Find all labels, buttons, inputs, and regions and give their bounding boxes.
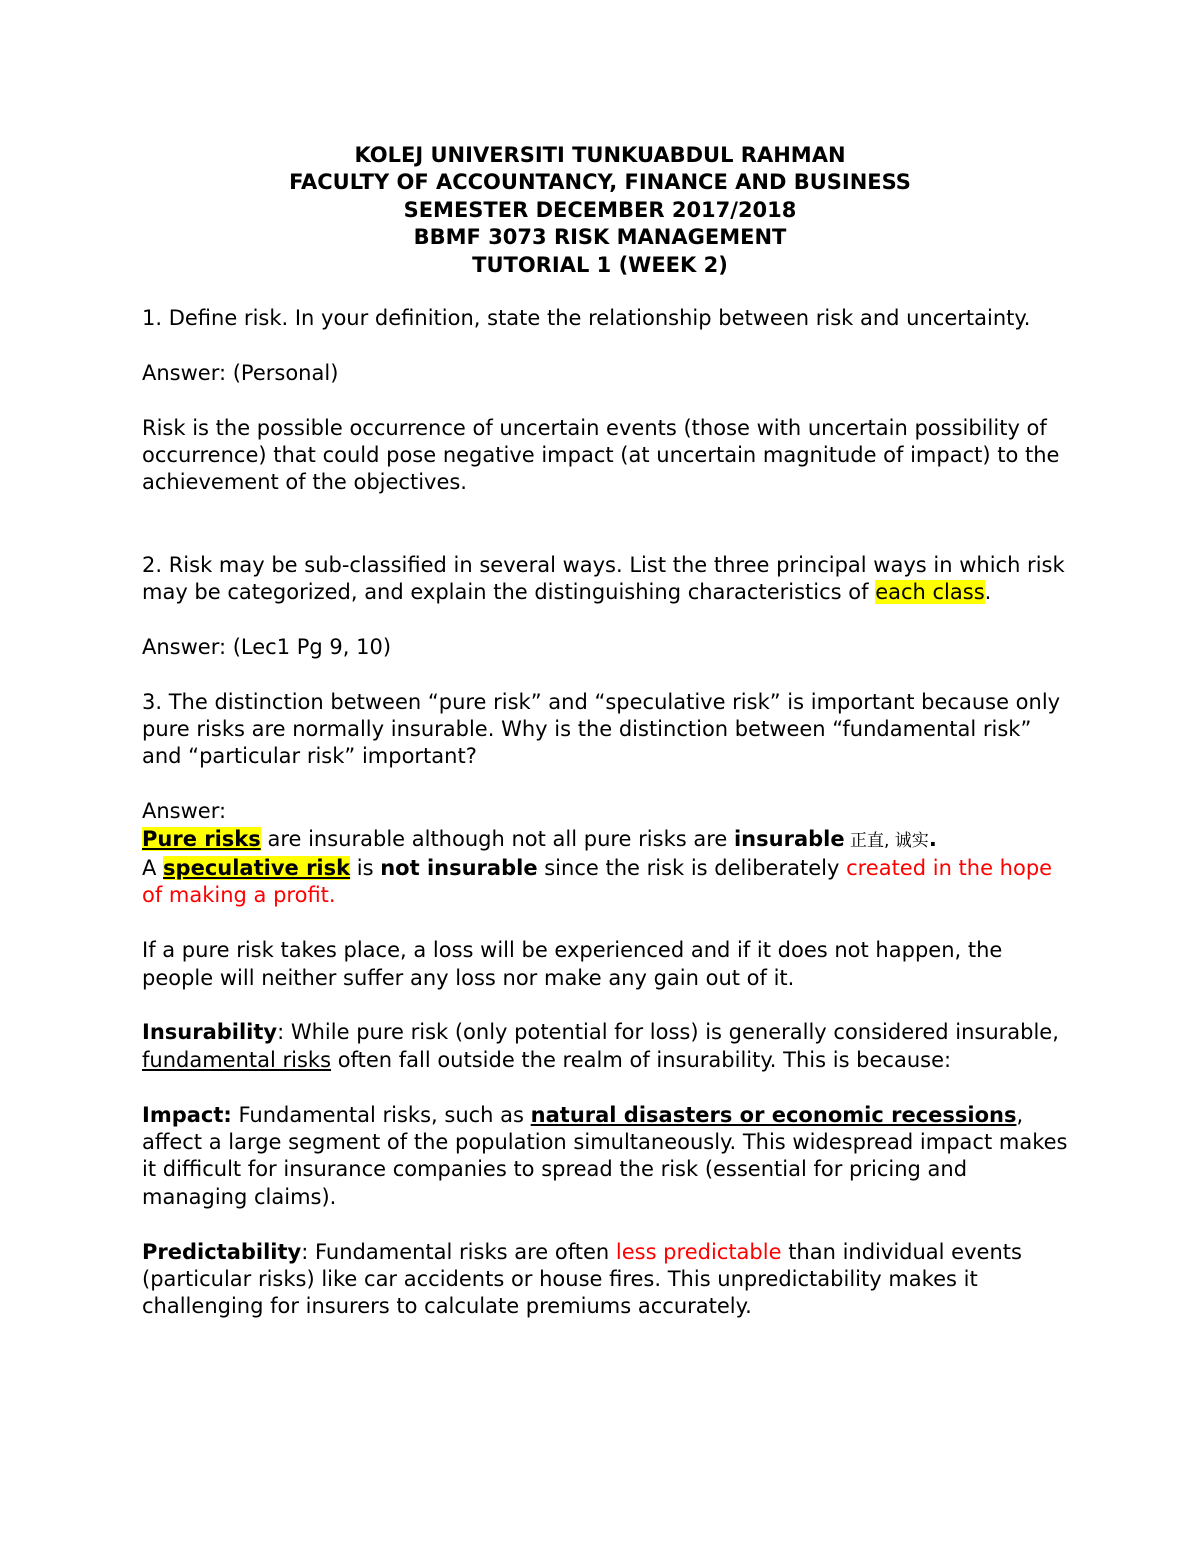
chinese-annotation: 正直, 诚实 xyxy=(844,830,929,851)
impact-text-1: Fundamental risks, such as xyxy=(231,1102,531,1127)
impact-paragraph xyxy=(142,1102,1072,1212)
not-insurable-term: not insurable xyxy=(380,856,538,881)
semester-title: SEMESTER DECEMBER 2017/2018 xyxy=(403,197,797,222)
university-name: KOLEJ UNIVERSITI TUNKUABDUL RAHMAN xyxy=(354,143,846,167)
insurability-text-1: : While pure risk (only potential for loss) is generally considered insurable, xyxy=(277,1020,1059,1045)
question-2-text: 2. Risk may be sub-classified in several ways. List the three principal ways in which risk may be categorized, and explain the distinguishing characteristics of xyxy=(142,552,1065,605)
answer-3-line-1-mid: are insurable although not all pure risks are xyxy=(260,826,734,851)
predictability-label: Predictability xyxy=(142,1239,302,1264)
question-1: 1. Define risk. In your definition, state the relationship between risk and uncertainty. xyxy=(142,306,1031,330)
tutorial-title: TUTORIAL 1 (WEEK 2) xyxy=(472,252,728,277)
answer-3-label: Answer: xyxy=(142,799,227,824)
faculty-name: FACULTY OF ACCOUNTANCY, FINANCE AND BUSINESS xyxy=(289,170,911,195)
pure-risk-paragraph: If a pure risk takes place, a loss will be experienced and if it does not happen, the people will neither suffer any loss nor make any gain out of it. xyxy=(142,938,1003,990)
course-title: BBMF 3073 RISK MANAGEMENT xyxy=(413,225,787,250)
impact-text-2: , affect a large segment of the population simultaneously. This widespread impact makes it difficult for insurance companies to spread the risk (essential for pricing and managing claims). xyxy=(142,1102,1068,1209)
document-header xyxy=(0,142,1200,279)
predictability-text-1: : Fundamental risks are often xyxy=(301,1239,616,1264)
document-body xyxy=(142,305,1072,1321)
natural-disasters-term: natural disasters or economic recessions xyxy=(530,1102,1017,1127)
question-3: 3. The distinction between “pure risk” and “speculative risk” is important because only pure risks are normally insurable. Why is the distinction between “fundamental risk” and “particular risk” important? xyxy=(142,689,1061,769)
answer-3-line-2 xyxy=(142,855,1072,910)
less-predictable-term: less predictable xyxy=(615,1239,782,1264)
answer-1-label: Answer: (Personal) xyxy=(142,360,339,385)
fundamental-risks-term: fundamental risks xyxy=(142,1047,332,1072)
answer-3-line-2-since: since the risk is deliberately xyxy=(537,856,847,881)
insurability-paragraph xyxy=(142,1019,1072,1074)
question-2-end: . xyxy=(984,580,992,605)
answer-3-line-1 xyxy=(142,826,1072,855)
insurability-text-2: often fall outside the realm of insurability. This is because: xyxy=(331,1047,952,1072)
insurability-label: Insurability xyxy=(142,1020,278,1045)
insurable-term: insurable xyxy=(733,826,845,851)
question-2 xyxy=(142,552,1072,607)
pure-risks-term: Pure risks xyxy=(142,826,261,851)
impact-label: Impact: xyxy=(142,1102,232,1127)
predictability-text-2: than individual events (particular risks) like car accidents or house fires. This unpredictability makes it challenging for insurers to calculate premiums accurately. xyxy=(142,1239,1022,1319)
answer-1-text: Risk is the possible occurrence of uncertain events (those with uncertain possibility of occurrence) that could pose negative impact (at uncertain magnitude of impact) to the achievement of the objectives. xyxy=(142,415,1060,495)
speculative-risk-term: speculative risk xyxy=(163,856,351,881)
answer-3-line-1-dot: . xyxy=(928,826,937,851)
predictability-paragraph xyxy=(142,1239,1072,1321)
answer-2-label: Answer: (Lec1 Pg 9, 10) xyxy=(142,634,392,659)
profit-note: created in the hope of making a profit. xyxy=(142,856,1053,908)
answer-3-line-2-a: A xyxy=(142,856,164,881)
question-2-highlight: each class xyxy=(875,580,985,605)
answer-3-line-2-is: is xyxy=(350,856,381,881)
